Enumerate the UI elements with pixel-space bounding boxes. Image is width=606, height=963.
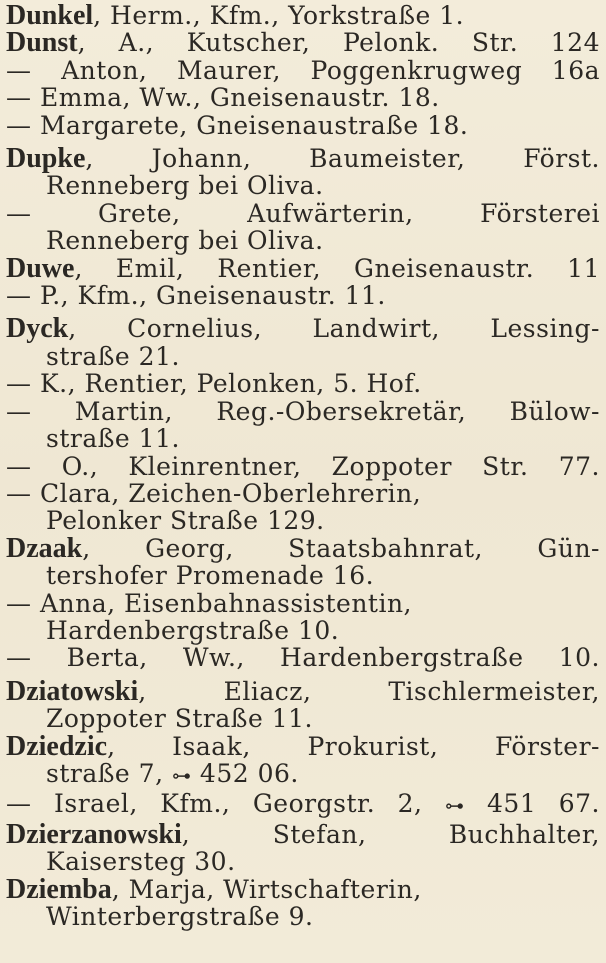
entry-continuation-line: straße 11. <box>46 424 180 454</box>
entry-line: — Berta, Ww., Hardenbergstraße 10. <box>6 643 600 673</box>
entry-line: — Israel, Kfm., Georgstr. 2, ⊶ 451 67. <box>6 789 601 819</box>
telephone-icon: ⊶ <box>445 795 465 818</box>
directory-entry <box>6 252 600 284</box>
entry-line: — O., Kleinrentner, Zoppoter Str. 77. <box>6 451 600 481</box>
entry-continuation-line: Renneberg bei Oliva. <box>46 226 324 256</box>
entry-continuation-line: Zoppoter Straße 11. <box>46 704 313 734</box>
surname: Duwe <box>6 252 75 284</box>
directory-entry <box>6 480 600 535</box>
entry-line: Dunst, A., Kutscher, Pelonk. Str. 124 <box>6 27 600 59</box>
entry-line: — Anna, Eisenbahnassistentin, <box>6 588 413 618</box>
directory-entry <box>6 145 600 200</box>
entry-continuation-line: Winterbergstraße 9. <box>46 902 314 931</box>
entry-continuation-line: Hardenbergstraße 10. <box>46 615 340 645</box>
entry-line: Dunkel, Herm., Kfm., Yorkstraße 1. <box>6 0 465 31</box>
directory-entry <box>6 818 600 877</box>
entry-line: Dzaak, Georg, Staatsbahnrat, Gün- <box>6 532 600 564</box>
directory-entry <box>6 590 600 645</box>
entry-line: Dupke, Johann, Baumeister, Först. <box>6 143 600 175</box>
entry-line: — Margarete, Gneisenaustraße 18. <box>6 110 469 140</box>
entry-continuation-line: Renneberg bei Oliva. <box>46 171 324 201</box>
entry-continuation-line: Kaisersteg 30. <box>46 847 236 877</box>
entry-line: Dyck, Cornelius, Landwirt, Lessing- <box>6 313 600 345</box>
directory-entry <box>6 200 600 255</box>
entry-continuation-line: Pelonker Straße 129. <box>46 506 325 536</box>
telephone-icon: ⊶ <box>171 764 192 787</box>
entry-line: Dziemba, Marja, Wirtschafterin, <box>6 873 422 905</box>
entry-line: Dziatowski, Eliacz, Tischlermeister, <box>6 675 600 707</box>
entry-line: — Clara, Zeichen-Oberlehrerin, <box>6 478 422 508</box>
surname: Dziedzic <box>6 730 108 762</box>
directory-entry <box>6 873 600 931</box>
entry-continuation-line: tershofer Promenade 16. <box>46 561 375 591</box>
surname: Dunst <box>6 27 78 59</box>
surname: Dziemba <box>6 873 112 905</box>
surname: Dzaak <box>6 532 83 564</box>
surname: Dyck <box>6 313 69 345</box>
entry-continuation-line: straße 21. <box>46 341 180 371</box>
directory-entry <box>6 370 600 397</box>
directory-entry <box>6 27 600 59</box>
entry-line: — K., Rentier, Pelonken, 5. Hof. <box>6 369 422 399</box>
entry-line: — P., Kfm., Gneisenaustr. 11. <box>6 281 386 311</box>
directory-entry <box>6 644 600 671</box>
directory-entry <box>6 84 600 111</box>
surname: Dunkel <box>6 0 94 31</box>
directory-entry <box>6 57 600 84</box>
surname: Dupke <box>6 143 86 175</box>
entry-continuation-line: straße 7, ⊶ 452 06. <box>46 758 299 788</box>
directory-entry <box>6 398 600 453</box>
directory-entry <box>6 112 600 139</box>
directory-entry <box>6 532 600 591</box>
surname: Dziatowski <box>6 675 139 707</box>
entry-line: — Grete, Aufwärterin, Försterei <box>6 198 600 228</box>
entry-line: Duwe, Emil, Rentier, Gneisenaustr. 11 <box>6 252 600 284</box>
directory-entry <box>6 790 600 820</box>
directory-entry <box>6 315 600 370</box>
entry-line: Dzierzanowski, Stefan, Buchhalter, <box>6 818 600 850</box>
directory-entry <box>6 282 600 309</box>
entry-line: — Martin, Reg.-Obersekretär, Bülow- <box>6 396 600 426</box>
directory-entry <box>6 675 600 734</box>
entry-line: — Emma, Ww., Gneisenaustr. 18. <box>6 83 440 113</box>
directory-entry <box>6 730 600 791</box>
entry-line: Dziedzic, Isaak, Prokurist, Förster- <box>6 730 600 762</box>
entry-line: — Anton, Maurer, Poggenkrugweg 16a <box>6 55 600 85</box>
directory-entry <box>6 453 600 480</box>
surname: Dzierzanowski <box>6 818 182 850</box>
directory-entry <box>6 2 600 29</box>
directory-entries <box>6 2 600 930</box>
